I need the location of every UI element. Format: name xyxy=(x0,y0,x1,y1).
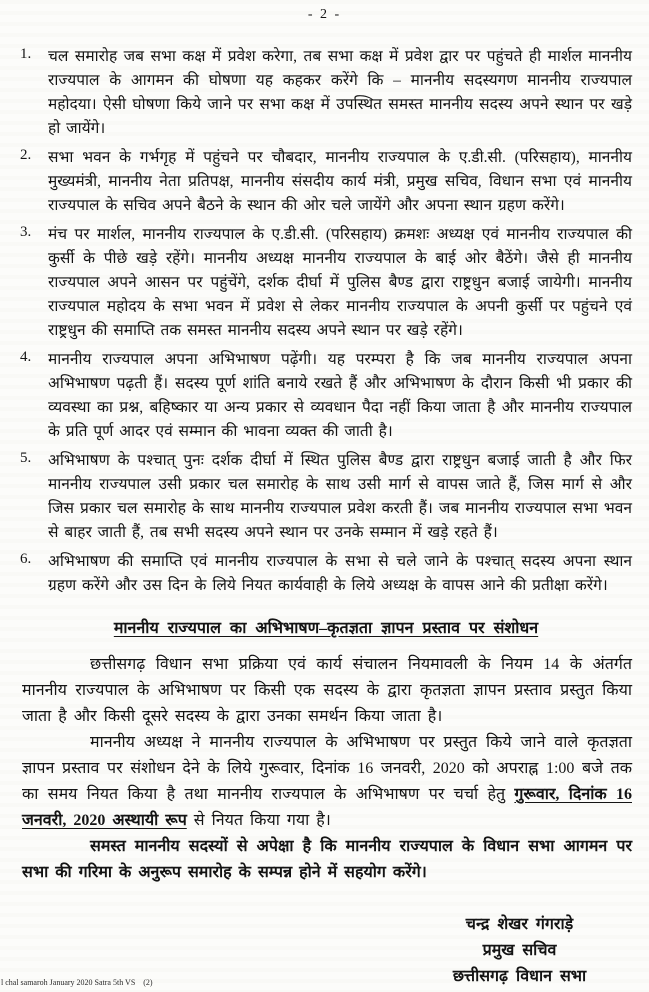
item-number: 4. xyxy=(20,349,32,365)
section-heading: माननीय राज्यपाल का अभिभाषण–कृतज्ञता ज्ञापन प्रस्ताव पर संशोधन xyxy=(113,620,539,637)
item-text: माननीय राज्यपाल अपना अभिभाषण पढ़ेंगी। यह परम्परा है कि जब माननीय राज्यपाल अपना अभिभाषण पढ़ती हैं। सदस्य पूर्ण शांति बनाये रखते हैं और अभिभाषण के दौरान किसी भी प्रकार की व्यवस्था का प्रश्न, बहिष्कार या अन्य प्रकार से व्यवधान पैदा नहीं किया जाता है और माननीय राज्यपाल के प्रति पूर्ण आदर एवं सम्मान की भावना व्यक्त की जाती है। xyxy=(48,351,632,440)
item-text: अभिभाषण के पश्चात् पुनः दर्शक दीर्घा में स्थित पुलिस बैण्ड द्वारा राष्ट्रधुन बजाई जाती है और फिर माननीय राज्यपाल उसी प्रकार चल समारोह के साथ उसी मार्ग से वापस जाते हैं, जिस मार्ग से और जिस प्रकार चल समारोह के साथ माननीय राज्यपाल प्रवेश करती हैं। जब माननीय राज्यपाल सभा भवन से बाहर जाती हैं, तब सभी सदस्य अपने स्थान पर उनके सम्मान में खड़े रहते हैं। xyxy=(48,452,632,541)
item-text: मंच पर मार्शल, माननीय राज्यपाल के ए.डी.सी. (परिसहाय) क्रमशः अध्यक्ष एवं माननीय राज्यपाल की कुर्सी के पीछे खड़े रहेंगे। माननीय अध्यक्ष माननीय राज्यपाल के बाई ओर बैठेंगे। जैसे ही माननीय राज्यपाल अपने आसन पर पहुंचेंगे, दर्शक दीर्घा में पुलिस बैण्ड द्वारा राष्ट्रधुन बजाई जायेगी। माननीय राज्यपाल महोदय के सभा भवन में प्रवेश से लेकर माननीय राज्यपाल के अपनी कुर्सी पर पहुंचने एवं राष्ट्रधुन की समाप्ति तक समस्त माननीय सदस्य अपने स्थान पर खड़े रहेंगे। xyxy=(48,226,632,339)
footer-filename: l chal samaroh January 2020 Satra 5th VS (2) xyxy=(1,978,153,987)
list-item xyxy=(20,45,632,141)
item-text: सभा भवन के गर्भगृह में पहुंचने पर चौबदार, माननीय राज्यपाल के ए.डी.सी. (परिसहाय), माननीय मुख्यमंत्री, माननीय नेता प्रतिपक्ष, माननीय संसदीय कार्य मंत्री, प्रमुख सचिव, विधान सभा एवं माननीय राज्यपाल के सचिव अपने बैठने के स्थान की ओर चले जायेंगे और अपना स्थान ग्रहण करेंगे। xyxy=(48,149,632,214)
list-item xyxy=(20,348,632,444)
signatory-org: छत्तीसगढ़ विधान सभा xyxy=(452,968,587,985)
paragraph-schedule-text: माननीय अध्यक्ष ने माननीय राज्यपाल के अभिभाषण पर प्रस्तुत किये जाने वाले कृतज्ञता ज्ञापन प्रस्ताव पर संशोधन देने के लिये गुरूवार, दिनांक 16 जनवरी, 2020 को अपराह्न 1:00 बजे तक का समय नियत किया है तथा माननीय राज्यपाल के अभिभाषण पर चर्चा हेतु xyxy=(22,734,632,803)
list-item xyxy=(20,146,632,218)
list-item xyxy=(20,449,632,545)
item-number: 6. xyxy=(20,551,32,567)
signature-block xyxy=(412,912,627,990)
paragraph-schedule xyxy=(22,730,632,834)
list-item xyxy=(20,550,632,598)
signatory-title: प्रमुख सचिव xyxy=(482,942,557,959)
paragraph-rule14: छत्तीसगढ़ विधान सभा प्रक्रिया एवं कार्य संचालन नियमावली के नियम 14 के अंतर्गत माननीय राज्यपाल के अभिभाषण पर किसी एक सदस्य के द्वारा कृतज्ञता ज्ञापन प्रस्ताव प्रस्तुत किया जाता है और किसी दूसरे सदस्य के द्वारा उनका समर्थन किया जाता है। xyxy=(22,656,632,725)
section-heading-row xyxy=(20,616,632,638)
item-text: अभिभाषण की समाप्ति एवं माननीय राज्यपाल के सभा से चले जाने के पश्चात् सदस्य अपना स्थान ग्रहण करेंगे और उस दिन के लिये नियत कार्यवाही के लिये अध्यक्ष के वापस आने की प्रतीक्षा करेंगे। xyxy=(48,553,632,594)
item-number: 5. xyxy=(20,450,32,466)
paragraph-expectation: समस्त माननीय सदस्यों से अपेक्षा है कि माननीय राज्यपाल के विधान सभा आगमन पर सभा की गरिमा के अनुरूप समारोह के सम्पन्न होने में सहयोग करेंगे। xyxy=(22,838,632,881)
paragraph-schedule-emphasis: गुरूवार, दिनांक 16 जनवरी, 2020 अस्थायी रूप xyxy=(22,786,632,829)
item-number: 2. xyxy=(20,147,32,163)
page-number: - 2 - xyxy=(307,7,342,22)
item-number: 1. xyxy=(20,46,32,62)
paragraph-schedule-tail: से नियत किया गया है। xyxy=(186,812,331,829)
procedure-list xyxy=(20,45,632,598)
list-item xyxy=(20,223,632,343)
item-text: चल समारोह जब सभा कक्ष में प्रवेश करेगा, तब सभा कक्ष में प्रवेश द्वार पर पहुंचते ही मार्शल माननीय राज्यपाल के आगमन की घोषणा यह कहकर करेंगे कि – माननीय सदस्यगण माननीय राज्यपाल महोदया। ऐसी घोषणा किये जाने पर सभा कक्ष में उपस्थित समस्त माननीय सदस्य अपने स्थान पर खड़े हो जायेंगे। xyxy=(48,48,632,137)
signatory-name: चन्द्र शेखर गंगराड़े xyxy=(465,916,574,933)
item-number: 3. xyxy=(20,224,32,240)
